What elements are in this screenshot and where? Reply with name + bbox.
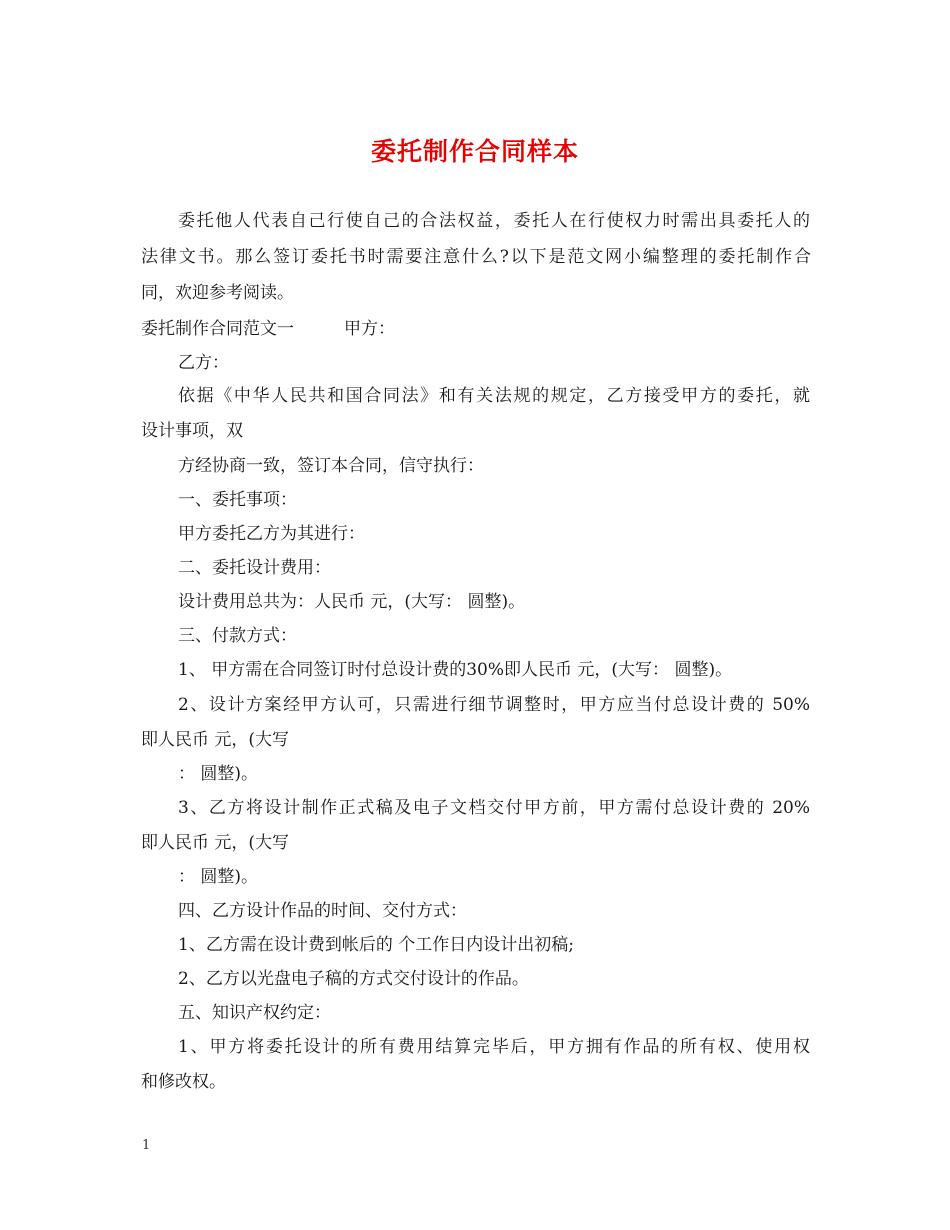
agreement-line: 方经协商一致，签订本合同，信守执行：: [178, 456, 484, 476]
party-b-label: 乙方：: [178, 353, 229, 373]
delivery-1: 1、乙方需在设计费到帐后的 个工作日内设计出初稿;: [178, 935, 574, 955]
ip-line-1: 1、甲方将委托设计的所有费用结算完毕后，甲方拥有作品的所有权、使用权: [178, 1037, 810, 1057]
section-5-title: 五、知识产权约定：: [178, 1003, 331, 1023]
payment-3-line-2: 即人民币 元，(大写: [141, 833, 290, 853]
payment-3-line-3: ： 圆整)。: [178, 867, 259, 887]
sample-heading: 委托制作合同范文一: [141, 319, 294, 339]
payment-1: 1、 甲方需在合同签订时付总设计费的30%即人民币 元，(大写： 圆整)。: [178, 660, 733, 680]
intro-line-3: 同，欢迎参考阅读。: [141, 283, 294, 303]
party-a-label: 甲方：: [344, 319, 395, 339]
ip-line-2: 和修改权。: [141, 1072, 226, 1092]
payment-3-line-1: 3、乙方将设计制作正式稿及电子文档交付甲方前，甲方需付总设计费的 20%: [178, 798, 810, 818]
delivery-2: 2、乙方以光盘电子稿的方式交付设计的作品。: [178, 969, 529, 989]
payment-2-line-2: 即人民币 元，(大写: [141, 730, 290, 750]
payment-2-line-1: 2、设计方案经甲方认可，只需进行细节调整时，甲方应当付总设计费的 50%: [178, 695, 810, 715]
basis-line-1: 依据《中华人民共和国合同法》和有关法规的规定，乙方接受甲方的委托，就: [178, 386, 810, 406]
basis-line-2: 设计事项，双: [141, 421, 243, 441]
document-title: 委托制作合同样本: [370, 137, 579, 166]
section-2-title: 二、委托设计费用：: [178, 558, 331, 578]
section-4-title: 四、乙方设计作品的时间、交付方式：: [178, 901, 467, 921]
intro-line-2: 法律文书。那么签订委托书时需要注意什么?以下是范文网小编整理的委托制作合: [141, 247, 811, 267]
intro-line-1: 委托他人代表自己行使自己的合法权益，委托人在行使权力时需出具委托人的: [178, 211, 810, 231]
section-1-text: 甲方委托乙方为其进行：: [178, 524, 365, 544]
section-3-title: 三、付款方式：: [178, 626, 297, 646]
page-number: 1: [142, 1138, 151, 1153]
section-1-title: 一、委托事项：: [178, 490, 297, 510]
section-2-text: 设计费用总共为：人民币 元，(大写： 圆整)。: [178, 592, 526, 612]
payment-2-line-3: ： 圆整)。: [178, 764, 259, 784]
